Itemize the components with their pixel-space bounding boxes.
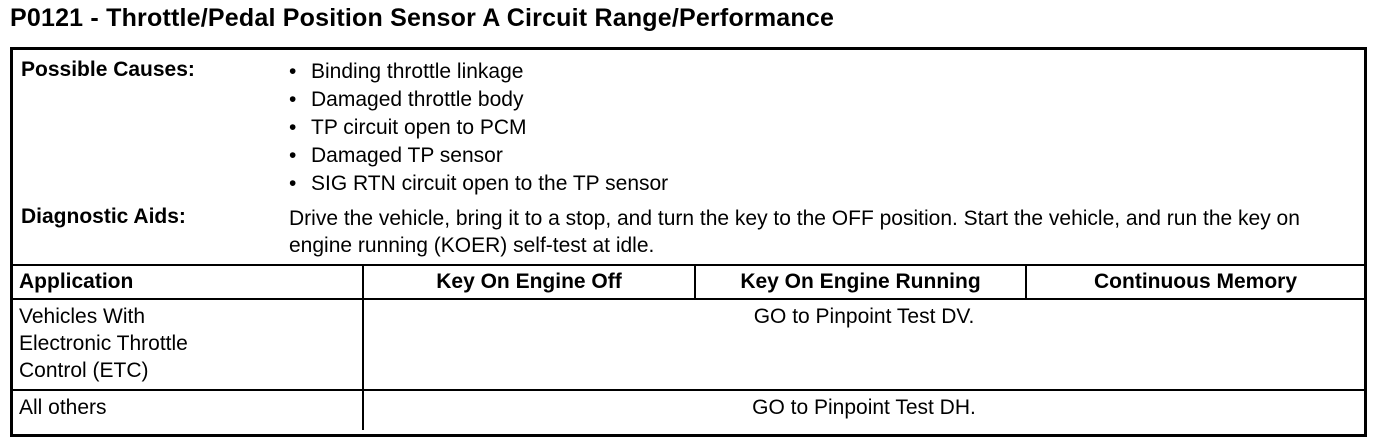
list-item [289, 58, 668, 86]
bullet-icon: • [289, 88, 297, 111]
header-koer: Key On Engine Running [695, 265, 1026, 299]
header-continuous-memory: Continuous Memory [1026, 265, 1364, 299]
list-item [289, 142, 668, 170]
cause-text: TP circuit open to PCM [311, 116, 527, 139]
header-application: Application [13, 265, 363, 299]
table-header-row [13, 265, 1364, 299]
possible-causes-list [289, 58, 668, 198]
diagnostic-aids-label: Diagnostic Aids: [21, 205, 186, 228]
header-koeo: Key On Engine Off [363, 265, 695, 299]
bullet-icon: • [289, 144, 297, 167]
diagnostic-aids-text: Drive the vehicle, bring it to a stop, and turn the key to the OFF position. Start the vehicle, and run the key on engine running (KOER) self-test at idle. [289, 207, 1300, 257]
list-item [289, 170, 668, 198]
application-cell [13, 299, 363, 390]
bullet-icon: • [289, 172, 297, 195]
action-cell: GO to Pinpoint Test DV. [363, 299, 1364, 390]
page-title: P0121 - Throttle/Pedal Position Sensor A Circuit Range/Performance [10, 4, 835, 32]
action-cell: GO to Pinpoint Test DH. [363, 390, 1364, 430]
application-table [13, 264, 1364, 430]
application-text: Vehicles With Electronic Throttle Control (ETC) [19, 305, 188, 382]
cause-text: Damaged throttle body [311, 88, 524, 111]
dtc-info-table [10, 47, 1367, 437]
table-row [13, 299, 1364, 390]
bullet-icon: • [289, 60, 297, 83]
cause-text: Binding throttle linkage [311, 60, 524, 83]
table-row [13, 390, 1364, 430]
bullet-icon: • [289, 116, 297, 139]
list-item [289, 114, 668, 142]
application-cell: All others [13, 390, 363, 430]
list-item [289, 86, 668, 114]
possible-causes-label: Possible Causes: [21, 58, 195, 81]
cause-text: Damaged TP sensor [311, 144, 503, 167]
info-block [13, 50, 1364, 264]
cause-text: SIG RTN circuit open to the TP sensor [311, 172, 669, 195]
